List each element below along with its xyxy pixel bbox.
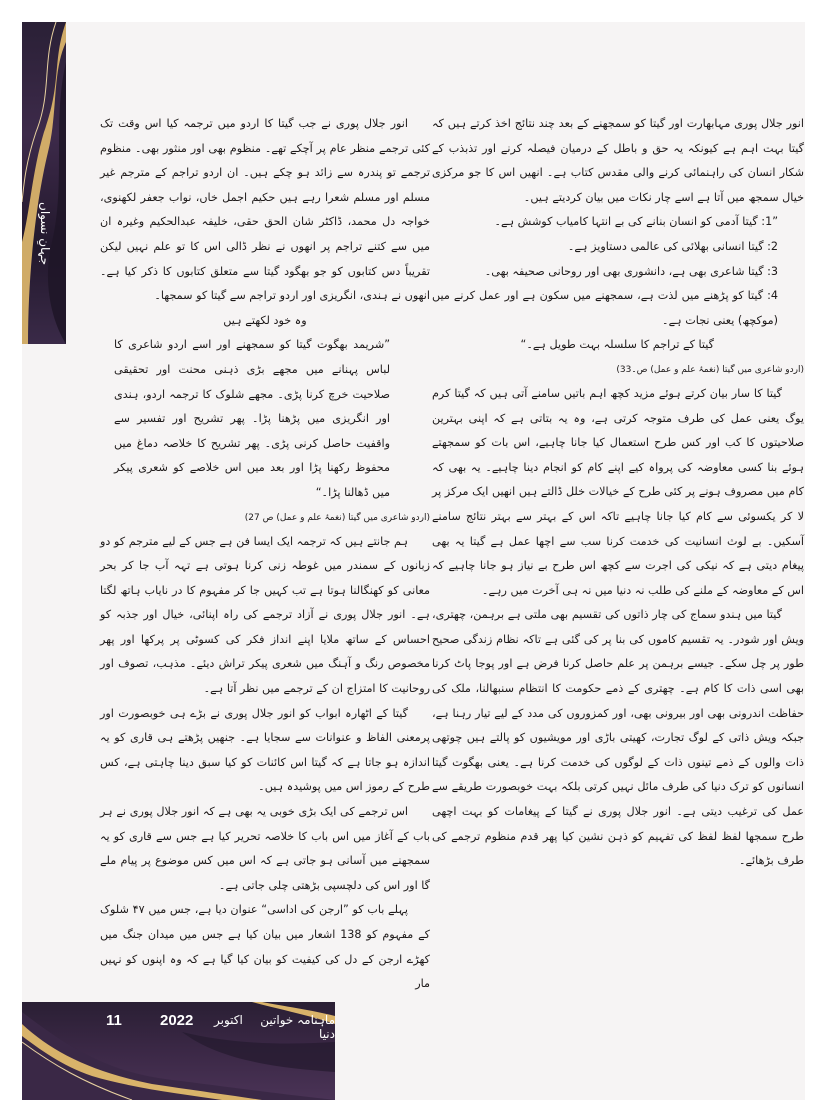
issue-year: 2022 [160, 1012, 194, 1029]
paragraph: انور جلال پوری مہابھارت اور گیتا کو سمجھنے کے بعد چند نتائج اخذ کرتے ہیں کہ گیتا بہت اہم ہے کیونکہ یہ حق و باطل کے درمیان فیصلہ کرنے اور تذبذب کے شکار انسان کی راہنمائی کرنے والی مقدس کتاب ہے۔ انھیں اس کا جو مرکزی خیال سمجھ میں آتا ہے اسے چار نکات میں بیان کردیتے ہیں۔ [432, 117, 804, 204]
paragraph: انور جلال پوری نے جب گیتا کا اردو میں ترجمہ کیا اس وقت تک کئی ترجمے منظر عام پر آچکے تھے۔ منظوم بھی اور منثور بھی۔ منظوم ترجمے تو پندرہ سے زائد ہو چکے ہیں۔ ان اردو تراجم کے مترجم غیر مسلم اور مسلم شعرا رہے ہیں حکیم اجمل خاں، نواب جعفر لکھنوی، خواجہ دل محمد، ڈاکٹر شان الحق حقی، خلیفہ عبدالحکیم وغیرہ ان میں سے کتنے تراجم پر انھوں نے نظر ڈالی اس کا تو علم نہیں لیکن تقریباً دس کتابوں کو جو بھگود گیتا سے متعلق کتابوں کا ذکر کیا ہے۔ انھوں نے ہندی، انگریزی اور اردو تراجم سے گیتا کو سمجھا۔ [100, 117, 430, 303]
issue-month: اکتوبر [214, 1013, 243, 1027]
paragraph: اس ترجمے کی ایک بڑی خوبی یہ بھی ہے کہ انور جلال پوری نے ہر باب کے آغاز میں اس باب کا خلاصہ تحریر کیا ہے جس سے قاری کو یہ سمجھنے میں آسانی ہو جاتی ہے کہ اس میں کس موضوع پر پیام ملے گا اور اس کی دلچسپی بڑھتی چلی جاتی ہے۔ [100, 805, 430, 892]
right-column [432, 112, 804, 874]
paragraph: ہم جانتے ہیں کہ ترجمہ ایک ایسا فن ہے جس کے لیے مترجم کو دو زبانوں کے سمندر میں غوطہ زنی کرنا ہوتی ہے تہہ آب جا کر بحر معانی کو کھنگالنا ہوتا ہے تب کہیں جا کر مفہوم کا در نایاب ہاتھ لگتا ہے۔ انور جلال پوری نے آزاد ترجمے کی راہ اپنائی، خیال اور جذبہ کو احساس کے ساتھ ملایا اپنے انداز فکر کی کسوٹی پر پرکھا اور پھر مخصوص رنگ و آہنگ میں شعری پیکر تراش دیئے۔ مذہب، تصوف اور روحانیت کا امتزاج ان کے ترجمے میں نظر آتا ہے۔ [100, 534, 430, 696]
paragraph: گیتا میں ہندو سماج کی چار ذاتوں کی تقسیم بھی ملتی ہے برہمن، چھتری، ویش اور شودر۔ یہ تقسیم کاموں کی بنا پر کی گئی ہے تاکہ نظام زندگی صحیح طور پر چل سکے۔ جیسے برہمن پر علم حاصل کرنا فرض ہے اور پوجا پاٹ کرنا بھی اسی ذات کا کام ہے۔ چھتری کے ذمے حکومت کا انتظام سنبھالنا، ملک کی حفاظت اندرونی بھی اور بیرونی بھی، اور کمزوروں کی مدد کے لیے تیار رہنا ہے، جبکہ ویش ذاتی کے لوگ تجارت، کھیتی باڑی اور مویشیوں کو پالتے ہیں چوتھی ذات والوں کے ذمے تینوں ذات کے لوگوں کی خدمت کرنا ہے۔ یعنی بھگوت گیتا انسانوں کو ترک دنیا کی طرف مائل نہیں کرتی بلکہ بہت خوبصورت طریقے سے عمل کی ترغیب دیتی ہے۔ انور جلال پوری نے گیتا کے پیغامات کو بہت اچھی طرح سمجھا لفظ لفظ کی تفہیم کو ذہن نشین کیا پھر قدم منظوم ترجمے کی طرف بڑھائے۔ [432, 608, 804, 868]
paragraph: گیتا کے اٹھارہ ابواب کو انور جلال پوری نے بڑے ہی خوبصورت اور پرمعنی الفاظ و عنوانات سے سجایا ہے۔ جنھیں پڑھتے ہی قاری کو یہ اندازہ ہو جاتا ہے کہ گیتا اس کائنات کو کیا سبق دینا چاہتی ہے، کس طرح کے رموز اس میں پوشیدہ ہیں۔ [100, 706, 430, 794]
point-1: ”1: گیتا آدمی کو انسان بنانے کی بے انتہا کامیاب کوشش ہے۔ [494, 215, 778, 229]
gold-wave-ornament [22, 22, 66, 344]
paragraph: گیتا کا سار بیان کرتے ہوئے مزید کچھ اہم باتیں سامنے آتی ہیں کہ گیتا کرم یوگ یعنی عمل کی طرف متوجہ کرتی ہے، وہ یہ بتاتی ہے کہ اپنی بہترین صلاحیتوں کا کب اور کس طرح استعمال کیا جانا چاہیے، اس بات کو سمجھتے ہوئے بنا کسی معاوضہ کی پرواہ کیے اپنے کام کو انجام دینا چاہیے۔ یہ بھی کہ کام میں مصروف ہونے پر کئی طرح کے خیالات خلل ڈالتے ہیں انھیں ایک مرکز پر لا کر یکسوئی سے کام کیا جانا چاہیے تاکہ اس کے بہتر سے بہتر نتائج سامنے آسکیں۔ بے لوث انسانیت کی خدمت کرنا سب سے اچھا عمل ہے گیتا یہ بھی پیغام دیتی ہے کہ نیکی کی اجرت سے کچھ اس طرح بے نیاز ہو جانا چاہیے کہ اس کے معاوضہ کے ملنے کی طلب نہ دنیا میں نہ ہی آخرت میں رہے۔ [432, 386, 804, 597]
point-4: 4: گیتا کو پڑھنے میں لذت ہے، سمجھنے میں سکون ہے اور عمل کرنے میں (موکچھ) یعنی نجات ہے۔ [432, 289, 778, 327]
section-title: جہانِ نسواں [38, 202, 52, 266]
point-2: 2: گیتا انسانی بھلائی کی عالمی دستاویز ہے۔ [567, 239, 778, 253]
citation: (اردو شاعری میں گیتا (نغمۂ علم و عمل) ص 27) [244, 512, 430, 523]
quote-intro: وہ خود لکھتے ہیں [223, 313, 307, 327]
block-quote: ”شریمد بھگوت گیتا کو سمجھنے اور اسے اردو شاعری کا لباس پہنانے میں مجھے بڑی ذہنی محنت اور تحقیقی صلاحیت خرچ کرنا پڑی۔ مجھے شلوک کا ترجمہ اردو، ہندی اور انگریزی میں پڑھنا پڑا۔ پھر تشریح اور تفسیر سے واقفیت حاصل کرنی پڑی۔ پھر تشریح کا خلاصہ دماغ میں محفوظ رکھنا پڑا اور بعد میں اس خلاصے کو شعری پیکر میں ڈھالنا پڑا۔“ [114, 338, 390, 499]
magazine-name: ماہنامہ خواتین دنیا [260, 1013, 335, 1041]
left-column [100, 112, 430, 997]
point-3: 3: گیتا شاعری بھی ہے، دانشوری بھی اور روحانی صحیفہ بھی۔ [484, 264, 778, 278]
closing-quote: گیتا کے تراجم کا سلسلہ بہت طویل ہے۔“ [520, 338, 714, 352]
citation: (اردو شاعری میں گیتا (نغمۂ علم و عمل) ص۔33) [616, 364, 804, 375]
footer-band [22, 1002, 335, 1100]
page-number: 11 [106, 1012, 122, 1029]
paragraph: پہلے باب کو ”ارجن کی اداسی“ عنوان دیا ہے، جس میں ۴۷ شلوک کے مفہوم کو 138 اشعار میں بیان کیا ہے جس میں میدان جنگ میں کھڑے ارجن کے دل کی کیفیت کو بیان کیا گیا ہے کہ وہ اپنوں کو نہیں مار [100, 903, 430, 991]
side-decorative-band [22, 22, 66, 344]
footer-info [22, 1012, 335, 1041]
